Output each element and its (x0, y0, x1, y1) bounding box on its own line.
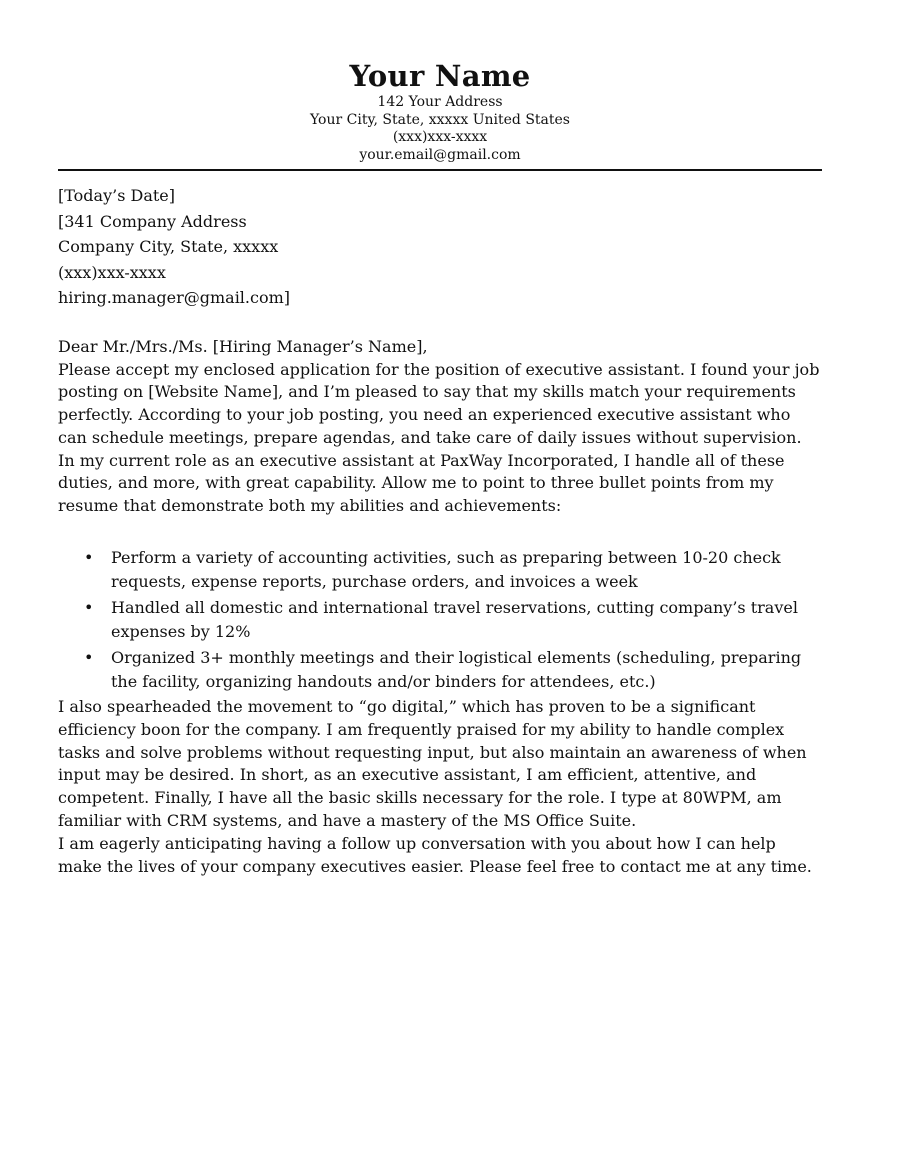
sender-phone: (xxx)xxx-xxxx (392, 129, 488, 145)
recipient-phone: (xxx)xxx-xxxx (58, 262, 166, 282)
recipient-block (58, 183, 822, 311)
letter-date: [Today’s Date] (58, 186, 176, 205)
paragraph-intro: Please accept my enclosed application for the position of executive assistant. I found your job posting on [Website Name], and I’m pleased to say that my skills match your requirements perfectly. According to your job posting, you need an experienced executive assistant who can schedule meetings, prepare agendas, and take care of daily issues without supervision. (58, 359, 820, 447)
bullet-icon: • (84, 548, 94, 568)
company-address: [341 Company Address (58, 211, 247, 231)
paragraph-closing: I am eagerly anticipating having a follow up conversation with you about how I can help make the lives of your company executives easier. Please feel free to contact me at any time. (58, 833, 812, 876)
header-divider (58, 169, 822, 171)
bullet-icon: • (84, 598, 94, 618)
letter-header (58, 58, 822, 164)
letter-body (58, 58, 822, 878)
list-item-text: Handled all domestic and international travel reservations, cutting company’s travel expenses by 12% (111, 598, 798, 642)
list-item (58, 646, 822, 694)
paragraph-current-role: In my current role as an executive assistant at PaxWay Incorporated, I handle all of these duties, and more, with great capability. Allow me to point to three bullet points from my resume that demonstrate both my abilities and achievements: (58, 450, 785, 516)
sender-name: Your Name (349, 59, 531, 93)
sender-city-line: Your City, State, xxxxx United States (310, 111, 570, 128)
list-item (58, 546, 822, 594)
sender-email: your.email@gmail.com (359, 146, 521, 163)
list-item-text: Perform a variety of accounting activities, such as preparing between 10-20 check requests, expense reports, purchase orders, and invoices a week (111, 548, 781, 592)
sender-address: 142 Your Address (377, 94, 503, 110)
recipient-email: hiring.manager@gmail.com] (58, 288, 291, 307)
list-item (58, 596, 822, 644)
salutation: Dear Mr./Mrs./Ms. [Hiring Manager’s Name], (58, 336, 428, 356)
company-city: Company City, State, xxxxx (58, 237, 279, 256)
list-item-text: Organized 3+ monthly meetings and their logistical elements (scheduling, preparing the facility, organizing handouts and/or binders for attendees, etc.) (111, 648, 802, 692)
paragraph-digital: I also spearheaded the movement to “go digital,” which has proven to be a significant efficiency boon for the company. I am frequently praised for my ability to handle complex tasks and solve problems without requesting input, but also maintain an awareness of when input may be desired. In short, as an executive assistant, I am efficient, attentive, and competent. Finally, I have all the basic skills necessary for the role. I type at 80WPM, am familiar with CRM systems, and have a mastery of the MS Office Suite. (58, 697, 807, 831)
bullet-icon: • (84, 648, 94, 668)
achievement-list (58, 546, 822, 694)
